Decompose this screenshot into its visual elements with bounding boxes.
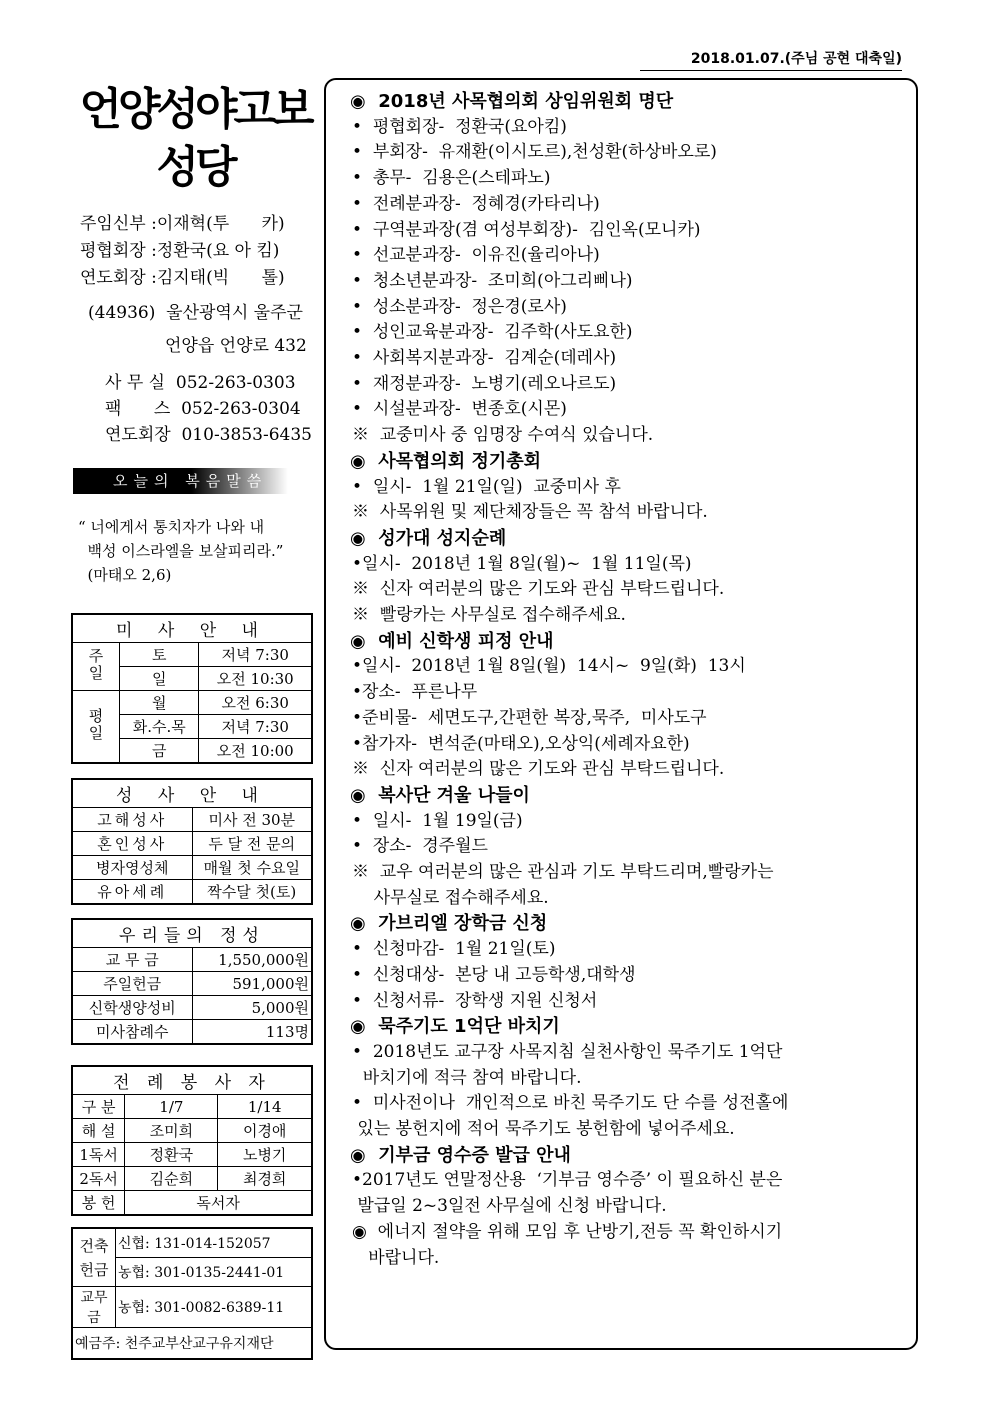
announcement-line: • 총무- 김용은(스테파노) (352, 168, 551, 189)
offertory-minister: 독서자 (125, 1191, 312, 1216)
announcement-heading: ◉ 사목협의회 정기총회 (350, 450, 541, 472)
building-account-2: 농협: 301-0135-2441-01 (116, 1258, 313, 1287)
announcement-heading: ◉ 2018년 사목협의회 상임위원회 명단 (350, 91, 674, 112)
sacraments-table (71, 778, 313, 905)
minister-name: 조미희 (125, 1119, 218, 1143)
fax-number: 팩 스 052-263-0304 (105, 399, 301, 419)
sacraments-title: 성 사 안 내 (72, 779, 312, 808)
announcement-line: • 선교분과장- 이유진(율리아나) (352, 245, 600, 266)
announcement-line: • 신청서류- 장학생 지원 신청서 (352, 990, 598, 1011)
minister-name: 노병기 (218, 1143, 312, 1167)
announcement-line: • 평협회장- 정환국(요아킴) (352, 116, 567, 137)
gospel-quote: “ 너에게서 통치자가 나와 내 백성 이스라엘을 보살피리라.” (마태오 2,6) (78, 518, 284, 584)
building-fund-label: 건축헌금 (72, 1228, 116, 1287)
announcement-heading: ◉ 예비 신학생 피정 안내 (350, 630, 554, 652)
address-line1: (44936) 울산광역시 울주군 (88, 303, 303, 323)
announcement-heading: ◉ 묵주기도 1억단 바치기 (350, 1016, 560, 1038)
ministers-table (71, 1065, 313, 1216)
minister-role: 1독서 (72, 1143, 125, 1167)
sacrament-info: 두 달 전 문의 (192, 832, 312, 856)
sacrament-info: 짝수달 첫(토) (192, 880, 312, 905)
mass-day: 토 (120, 643, 199, 667)
announcement-line: • 일시- 1월 21일(일) 교중미사 후 (352, 476, 621, 497)
mass-day: 일 (120, 667, 199, 691)
sacrament-name: 고해성사 (72, 808, 192, 832)
announcement-line: • 성인교육분과장- 김주학(사도요한) (352, 322, 633, 343)
announcement-heading: ◉ 가브리엘 장학금 신청 (350, 913, 548, 935)
minister-role: 2독서 (72, 1167, 125, 1191)
announcement-line: 바랍니다. (352, 1247, 440, 1268)
announcement-line: • 시설분과장- 변종호(시몬) (352, 399, 567, 420)
offering-name: 교 무 금 (72, 948, 192, 972)
mass-schedule-title: 미 사 안 내 (72, 614, 312, 643)
announcement-heading: ◉ 복사단 겨울 나들이 (350, 784, 530, 806)
announcement-line: •준비물- 세면도구,간편한 복장,묵주, 미사도구 (352, 707, 707, 728)
council-president-info: 평협회장 :정환국(요 아 킴) (80, 241, 280, 261)
announcement-line: 있는 봉헌지에 적어 묵주기도 봉헌함에 넣어주세요. (352, 1119, 735, 1139)
mass-day: 금 (120, 739, 199, 764)
announcement-line: • 청소년분과장- 조미희(아그리삐나) (352, 270, 633, 291)
mass-time: 저녁 7:30 (199, 643, 312, 667)
offerings-table (71, 918, 313, 1045)
ministers-title: 전 례 봉 사 자 (72, 1066, 312, 1095)
pastor-info: 주임신부 :이재혁(투 카) (80, 214, 285, 234)
youth-phone: 연도회장 010-3853-6435 (105, 425, 312, 445)
mass-time: 저녁 7:30 (199, 715, 312, 739)
bulletin-date: 2018.01.07.(주님 공현 대축일) (690, 51, 902, 67)
minister-date: 1/7 (125, 1095, 218, 1119)
offering-amount: 1,550,000원 (192, 948, 312, 972)
mass-schedule-table (71, 613, 313, 764)
announcement-line: • 일시- 1월 19일(금) (352, 810, 523, 831)
minister-role: 해 설 (72, 1119, 125, 1143)
accounts-table (71, 1227, 313, 1360)
sacrament-name: 혼인성사 (72, 832, 192, 856)
announcement-heading: ◉ 성가대 성지순례 (350, 527, 507, 549)
announcement-line: 발급일 2~3일전 사무실에 신청 바랍니다. (352, 1196, 667, 1217)
announcement-line: • 신청마감- 1월 21일(토) (352, 939, 556, 960)
gospel-heading: 오늘의 복음말씀 (73, 468, 288, 494)
mass-time: 오전 10:00 (199, 739, 312, 764)
announcement-line: • 부회장- 유재환(이시도르),천성환(하상바오로) (352, 142, 717, 163)
announcement-line: ※ 사목위원 및 제단체장들은 꼭 참석 바랍니다. (352, 502, 708, 523)
sacrament-name: 병자영성체 (72, 856, 192, 880)
sunday-label: 주일 (72, 643, 120, 691)
mass-day: 월 (120, 691, 199, 715)
offerings-title: 우리들의 정성 (72, 919, 312, 948)
announcement-line: •2017년도 연말정산용 ‘기부금 영수증’ 이 필요하신 분은 (352, 1170, 783, 1191)
announcement-line: • 신청대상- 본당 내 고등학생,대학생 (352, 964, 636, 985)
offering-name: 신학생양성비 (72, 996, 192, 1020)
tithe-label: 교무금 (72, 1287, 116, 1328)
announcement-line: •일시- 2018년 1월 8일(월) 14시~ 9일(화) 13시 (352, 656, 746, 677)
announcement-line: •장소- 푸른나무 (352, 682, 478, 703)
announcement-line: • 재정분과장- 노병기(레오나르도) (352, 373, 617, 394)
minister-name: 정환국 (125, 1143, 218, 1167)
tithe-account: 농협: 301-0082-6389-11 (116, 1287, 313, 1328)
offering-amount: 113명 (192, 1020, 312, 1045)
offering-amount: 591,000원 (192, 972, 312, 996)
minister-role: 봉 헌 (72, 1191, 125, 1216)
sacrament-info: 매월 첫 수요일 (192, 856, 312, 880)
parish-title: 언양성야고보 (79, 84, 311, 135)
announcement-line: •일시- 2018년 1월 8일(월)~ 1월 11일(목) (352, 553, 692, 574)
announcement-line: ※ 빨랑카는 사무실로 접수해주세요. (352, 605, 626, 625)
building-account-1: 신협: 131-014-152057 (116, 1228, 313, 1258)
account-holder: 예금주: 천주교부산교구유지재단 (72, 1328, 312, 1360)
sacrament-name: 유아세례 (72, 880, 192, 905)
announcement-line: 바치기에 적극 참여 바랍니다. (352, 1067, 582, 1088)
announcement-line: • 장소- 경주월드 (352, 836, 488, 857)
announcement-line: •참가자- 변석준(마태오),오상익(세례자요한) (352, 733, 690, 754)
announcement-line: ※ 교우 여러분의 많은 관심과 기도 부탁드리며,빨랑카는 (352, 862, 774, 882)
address-line2: 언양읍 언양로 432 (165, 336, 307, 356)
announcement-line: ※ 신자 여러분의 많은 기도와 관심 부탁드립니다. (352, 579, 725, 600)
announcement-line: 사무실로 접수해주세요. (352, 887, 549, 908)
announcement-line: • 성소분과장- 정은경(로사) (352, 296, 567, 317)
announcement-line: ※ 교중미사 중 임명장 수여식 있습니다. (352, 425, 654, 446)
minister-role: 구 분 (72, 1095, 125, 1119)
announcement-line: • 미사전이나 개인적으로 바친 묵주기도 단 수를 성전홀에 (352, 1093, 789, 1114)
announcement-line: ◉ 에너지 절약을 위해 모임 후 난방기,전등 꼭 확인하시기 (352, 1221, 783, 1242)
announcement-line: ※ 신자 여러분의 많은 기도와 관심 부탁드립니다. (352, 759, 725, 780)
announcement-line: • 사회복지분과장- 김계순(데레사) (352, 348, 617, 368)
offering-amount: 5,000원 (192, 996, 312, 1020)
date-rule (640, 70, 902, 71)
minister-name: 최경희 (218, 1167, 312, 1191)
announcement-heading: ◉ 기부금 영수증 발급 안내 (350, 1144, 571, 1166)
mass-time: 오전 6:30 (199, 691, 312, 715)
offering-name: 주일헌금 (72, 972, 192, 996)
youth-president-info: 연도회장 :김지태(빅 톨) (80, 268, 285, 288)
minister-name: 김순희 (125, 1167, 218, 1191)
announcement-line: • 2018년도 교구장 사목지침 실천사항인 묵주기도 1억단 (352, 1041, 783, 1062)
minister-name: 이경애 (218, 1119, 312, 1143)
offering-name: 미사참례수 (72, 1020, 192, 1045)
mass-day: 화.수.목 (120, 715, 199, 739)
weekday-label: 평일 (72, 691, 120, 764)
mass-time: 오전 10:30 (199, 667, 312, 691)
parish-title-line2: 성당 (156, 142, 234, 193)
office-phone: 사 무 실 052-263-0303 (105, 373, 296, 393)
minister-date: 1/14 (218, 1095, 312, 1119)
announcement-line: • 전례분과장- 정혜경(카타리나) (352, 193, 600, 214)
sacrament-info: 미사 전 30분 (192, 808, 312, 832)
announcement-line: • 구역분과장(겸 여성부회장)- 김인옥(모니카) (352, 219, 701, 240)
